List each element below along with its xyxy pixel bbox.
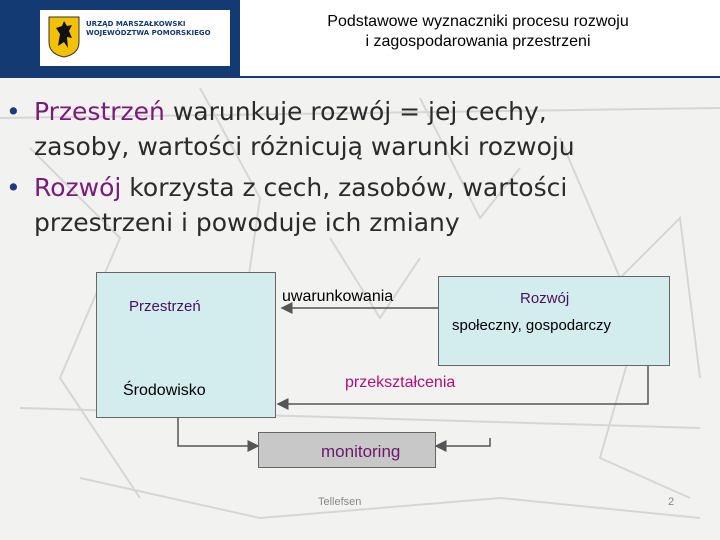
org-line-1: URZĄD MARSZAŁKOWSKI	[86, 20, 186, 28]
footer-text: Tellefsen	[318, 496, 362, 508]
title-line-2: i zagospodarowania przestrzeni	[365, 33, 591, 50]
bullet-item-2	[6, 170, 706, 240]
environment-label: Środowisko	[123, 382, 206, 399]
bullet-highlight: Rozwój	[34, 173, 122, 202]
bullet-text-line-2: przestrzeni i powoduje ich zmiany	[34, 208, 460, 237]
bullet-item-1	[6, 94, 706, 164]
bullet-text: korzysta z cech, zasobów, wartości	[121, 173, 568, 202]
development-subtitle: społeczny, gospodarczy	[452, 317, 611, 334]
org-line-2: WOJEWÓDZTWA POMORSKIEGO	[86, 29, 211, 37]
bullet-text: warunkuje rozwój = jej cechy,	[164, 97, 547, 126]
development-title: Rozwój	[520, 290, 570, 307]
griffin-crest-icon	[48, 16, 80, 58]
bullet-dot-icon: •	[6, 173, 21, 202]
bullet-highlight: Przestrzeń	[34, 97, 165, 126]
bullet-list	[6, 94, 706, 246]
conditions-label: uwarunkowania	[282, 288, 394, 305]
bullet-dot-icon: •	[6, 97, 21, 126]
page-number: 2	[668, 496, 675, 508]
bullet-text-line-2: zasoby, wartości różnicują warunki rozwoju	[34, 132, 575, 161]
transformations-label: przekształcenia	[345, 374, 456, 391]
monitoring-label: monitoring	[321, 442, 401, 461]
org-name	[86, 20, 226, 38]
header-bar	[0, 0, 720, 78]
space-label: Przestrzeń	[129, 298, 201, 315]
title-line-1: Podstawowe wyznaczniki procesu rozwoju	[327, 13, 629, 30]
page-title	[248, 12, 708, 52]
